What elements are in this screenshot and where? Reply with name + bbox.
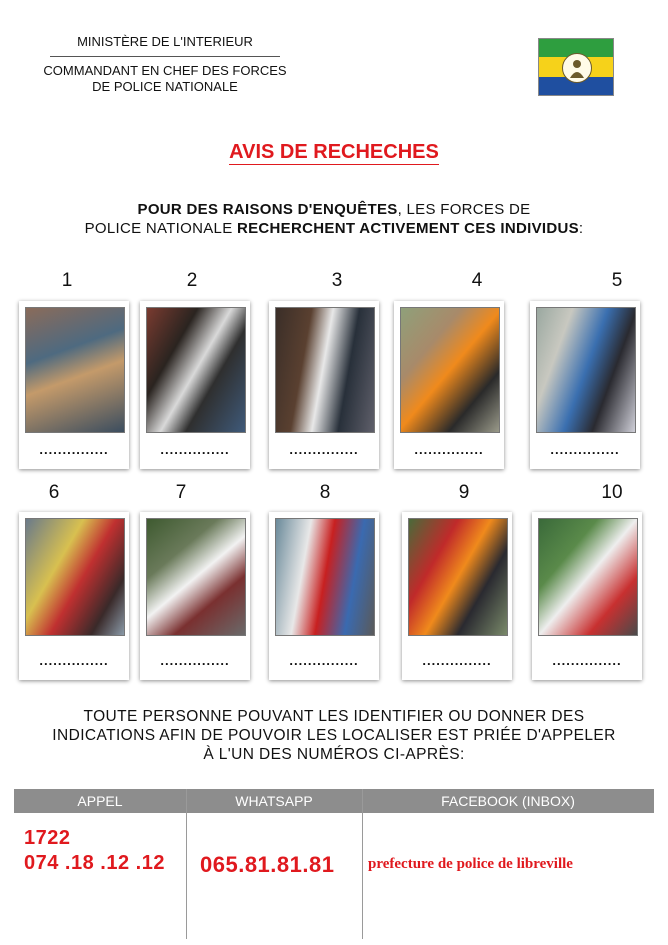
header-appel: APPEL — [77, 793, 123, 809]
suspect-number: 6 — [48, 482, 60, 503]
gabon-republic-emblem-icon — [538, 38, 614, 96]
name-blank: ............... — [160, 442, 230, 457]
header-divider — [50, 56, 280, 57]
phone-number[interactable]: 1722 — [24, 827, 71, 849]
phone-numbers — [24, 826, 165, 876]
suspect-photo — [146, 518, 246, 636]
suspect-number: 1 — [61, 270, 73, 291]
column-divider — [362, 789, 363, 939]
whatsapp-number[interactable]: 065.81.81.81 — [200, 852, 335, 877]
suspect-card — [19, 301, 129, 469]
suspect-photo — [538, 518, 638, 636]
suspect-card — [402, 512, 512, 680]
facebook-page[interactable]: prefecture de police de libreville — [368, 856, 573, 872]
suspect-number: 8 — [319, 482, 331, 503]
contact-table-header — [14, 789, 654, 813]
seal-icon — [562, 53, 592, 83]
suspect-number: 5 — [611, 270, 623, 291]
name-blank: ............... — [550, 442, 620, 457]
suspect-card — [394, 301, 504, 469]
suspect-photo — [275, 518, 375, 636]
suspect-card — [140, 301, 250, 469]
suspect-number: 4 — [471, 270, 483, 291]
suspect-card — [269, 301, 379, 469]
suspect-number: 9 — [458, 482, 470, 503]
call-to-action-text: TOUTE PERSONNE POUVANT LES IDENTIFIER OU DONNER DES INDICATIONS AFIN DE POUVOIR LES LOCALISER EST PRIÉE D'APPELER À L'UN DES NUMÉROS CI-APRÈS: — [52, 708, 616, 763]
name-blank: ............... — [422, 653, 492, 668]
suspect-card — [19, 512, 129, 680]
suspect-photo — [25, 518, 125, 636]
suspect-number: 7 — [175, 482, 187, 503]
command-line-2: DE POLICE NATIONALE — [92, 79, 238, 94]
intro-text: POUR DES RAISONS D'ENQUÊTES, LES FORCES DE POLICE NATIONALE RECHERCHENT ACTIVEMENT CES INDIVIDUS: — [84, 201, 584, 237]
suspect-number: 10 — [601, 482, 623, 503]
name-blank: ............... — [414, 442, 484, 457]
name-blank: ............... — [289, 653, 359, 668]
suspect-card — [269, 512, 379, 680]
column-divider — [186, 789, 187, 939]
page-title: AVIS DE RECHECHES — [229, 141, 439, 163]
name-blank: ............... — [289, 442, 359, 457]
suspect-number: 3 — [331, 270, 343, 291]
suspect-photo — [536, 307, 636, 433]
suspect-number: 2 — [186, 270, 198, 291]
suspect-card — [140, 512, 250, 680]
name-blank: ............... — [552, 653, 622, 668]
name-blank: ............... — [39, 653, 109, 668]
ministry-name: MINISTÈRE DE L'INTERIEUR — [77, 34, 253, 49]
suspect-card — [532, 512, 642, 680]
name-blank: ............... — [39, 442, 109, 457]
command-line-1: COMMANDANT EN CHEF DES FORCES — [43, 63, 287, 78]
name-blank: ............... — [160, 653, 230, 668]
suspect-photo — [408, 518, 508, 636]
phone-number[interactable]: 074 .18 .12 .12 — [24, 852, 165, 874]
suspect-card — [530, 301, 640, 469]
suspect-photo — [400, 307, 500, 433]
suspect-photo — [25, 307, 125, 433]
header-whatsapp: WHATSAPP — [235, 793, 313, 809]
suspect-photo — [275, 307, 375, 433]
suspect-photo — [146, 307, 246, 433]
header-facebook: FACEBOOK (INBOX) — [441, 793, 575, 809]
issuing-authority — [40, 34, 290, 95]
